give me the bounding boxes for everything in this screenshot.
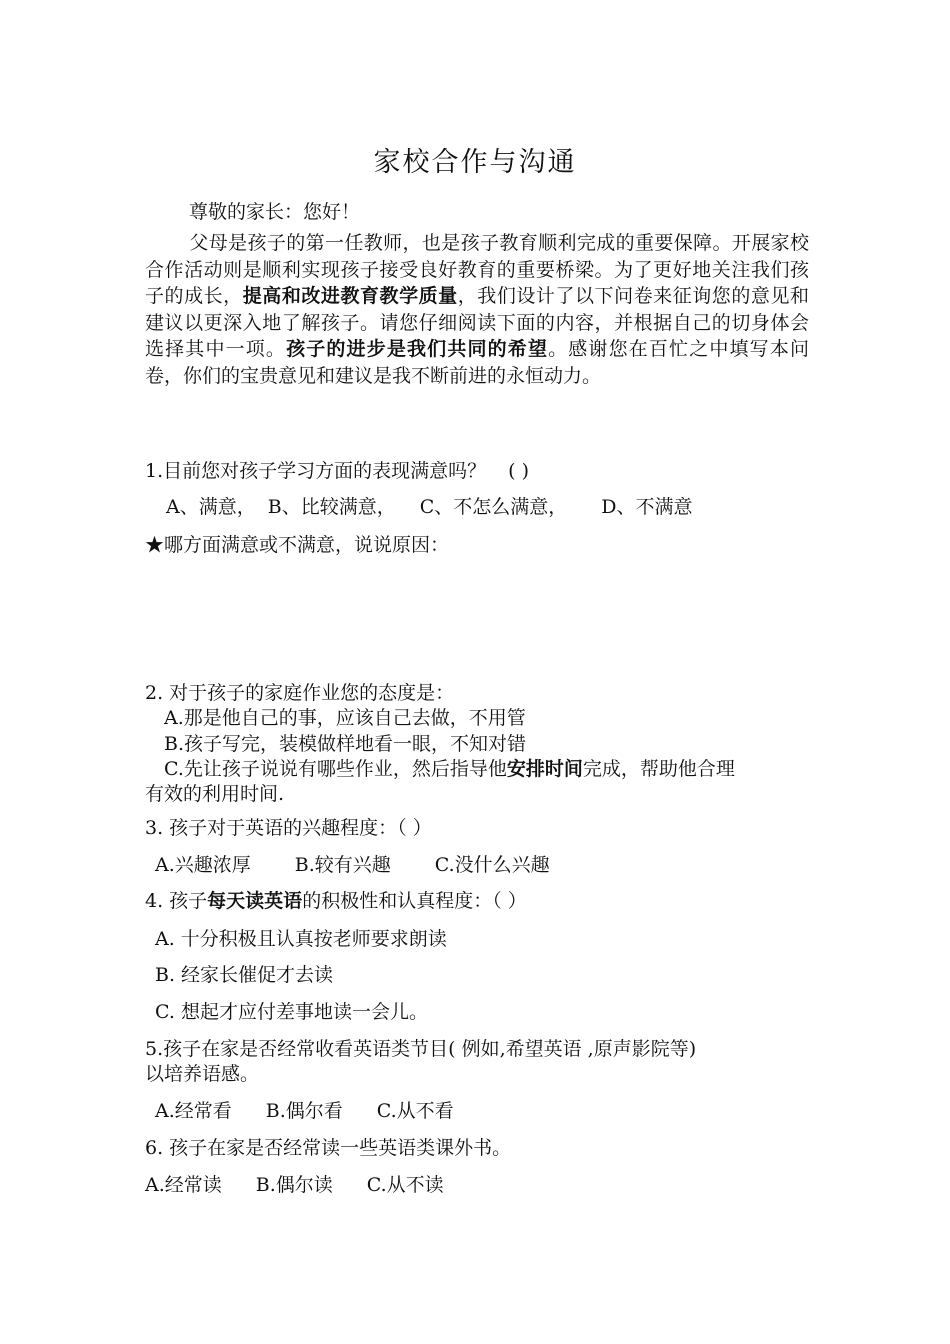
intro-text-1: 父母是孩子的第一任教师，也是孩子教育顺利完成的重要保障。开展家校合作活动则是顺利实现孩子接受良好教育的重要桥梁。为了更好地关注我们孩子的成长， (145, 232, 809, 307)
q4-question (145, 888, 527, 914)
intro-text-2: ，我们设计了以下问卷来征询您的意见和建议以更深入地了解孩子。请您仔细阅读下面的内容，并根据自己的切身体会选择其中一项。 (145, 285, 809, 360)
q4-option-c: C. 想起才应付差事地读一会儿。 (155, 1001, 428, 1023)
q2-option-c-text-1: C.先让孩子说说有哪些作业，然后指导他 (164, 758, 507, 780)
q2-option-a: A.那是他自己的事，应该自己去做，不用管 (164, 707, 526, 729)
q1-option-a: A、满意， (166, 496, 256, 518)
q2-option-c-text-2: 完成，帮助他合理 (582, 758, 735, 780)
q6-option-a: A.经常读 (145, 1174, 222, 1196)
page-title: 家校合作与沟通 (373, 147, 577, 178)
q4-option-b: B. 经家长催促才去读 (155, 964, 334, 986)
q5-option-c: C.从不看 (376, 1100, 454, 1122)
q3-option-a: A.兴趣浓厚 (155, 854, 251, 876)
q1-followup: ★哪方面满意或不满意，说说原因： (145, 534, 450, 556)
q5-question-line-2: 以培养语感。 (145, 1063, 260, 1085)
q2-question: 2. 对于孩子的家庭作业您的态度是： (145, 682, 455, 704)
q6-option-b: B.偶尔读 (255, 1174, 333, 1196)
q1-question-text: 1.目前您对孩子学习方面的表现满意吗？ (145, 460, 487, 482)
q5-options (155, 1098, 454, 1124)
q5-option-a: A.经常看 (155, 1100, 232, 1122)
q3-options (155, 852, 550, 878)
q1-question (145, 458, 529, 484)
q6-option-c: C.从不读 (366, 1174, 444, 1196)
intro-bold-1: 提高和改进教育教学质量 (242, 285, 458, 307)
q5-option-b: B.偶尔看 (265, 1100, 343, 1122)
intro-paragraph (145, 230, 809, 389)
q4-question-bold: 每天读英语 (207, 890, 303, 912)
intro-bold-2: 孩子的进步是我们共同的希望 (286, 338, 549, 360)
q1-answer-paren: ( ) (508, 460, 530, 482)
q3-option-c: C.没什么兴趣 (434, 854, 550, 876)
q4-question-text-2: 的积极性和认真程度：（ ） (302, 890, 527, 912)
intro-text-3: 。感谢您在百忙之中填写本问卷，你们的宝贵意见和建议是我不断前进的永恒动力。 (145, 338, 809, 387)
greeting: 尊敬的家长：您好！ (189, 201, 361, 223)
q1-option-b: B、比较满意， (267, 496, 396, 518)
q1-option-c: C、不怎么满意， (419, 496, 568, 518)
q3-option-b: B.较有兴趣 (294, 854, 391, 876)
q2-option-c (164, 756, 735, 782)
q4-option-a: A. 十分积极且认真按老师要求朗读 (155, 928, 447, 950)
q2-option-c-continued: 有效的利用时间. (145, 783, 285, 805)
q4-question-text-1: 4. 孩子 (145, 890, 208, 912)
q2-option-c-bold: 安排时间 (506, 758, 583, 780)
q2-option-b: B.孩子写完，装模做样地看一眼，不知对错 (164, 733, 527, 755)
q6-question: 6. 孩子在家是否经常读一些英语类课外书。 (145, 1137, 512, 1159)
q1-options (166, 494, 692, 520)
q5-question-line-1: 5.孩子在家是否经常收看英语类节目( 例如,希望英语 ,原声影院等) (145, 1038, 697, 1060)
q6-options (145, 1172, 444, 1198)
q3-question: 3. 孩子对于英语的兴趣程度：（ ） (145, 817, 432, 839)
q1-option-d: D、不满意 (601, 496, 693, 518)
